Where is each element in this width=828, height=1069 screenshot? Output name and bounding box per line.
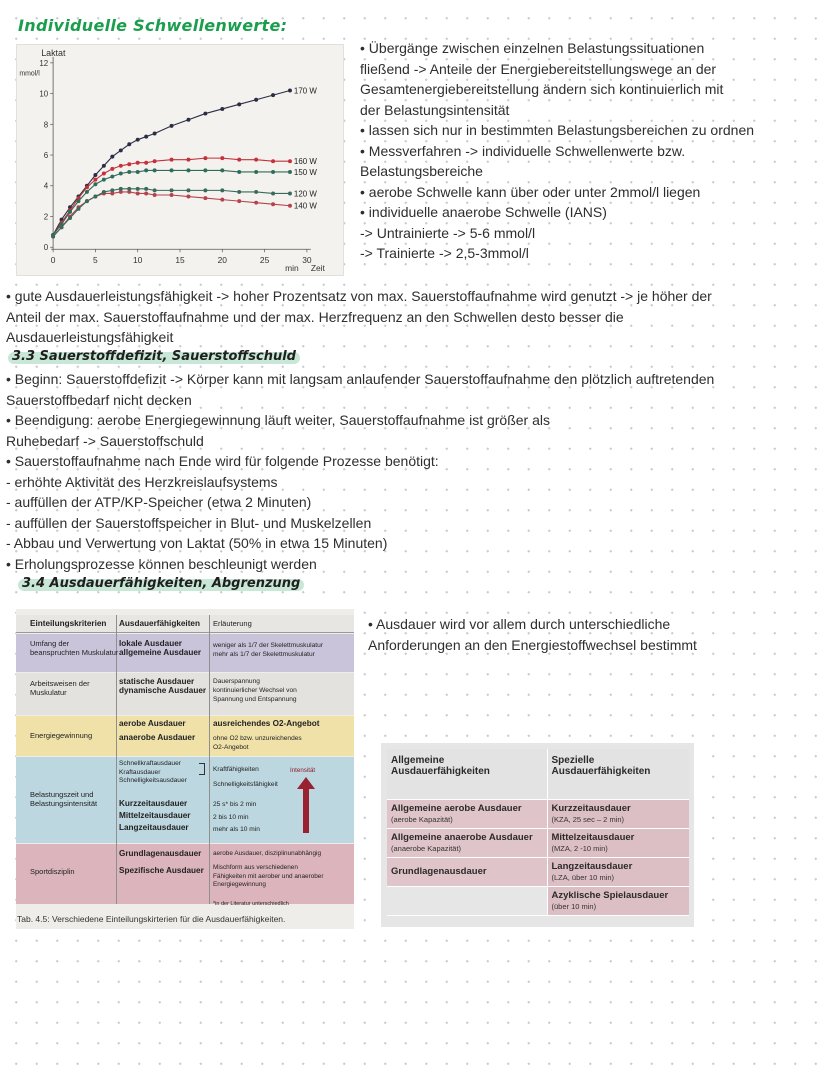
data-point: [68, 216, 72, 220]
y-tick-label: 12: [39, 58, 49, 68]
criterion-cell: [30, 790, 97, 808]
paragraph-line: Sauerstoffbedarf nicht decken: [6, 391, 192, 408]
data-point: [203, 188, 207, 192]
data-point: [170, 168, 174, 172]
data-point: [127, 170, 131, 174]
series-line: [53, 192, 290, 237]
cell-line: Spezifische Ausdauer: [119, 866, 204, 875]
endurance-note: [368, 614, 697, 655]
y-tick-label: 10: [39, 89, 49, 99]
y-axis-unit: mmol/l: [19, 70, 40, 78]
data-point: [60, 225, 64, 229]
cell-text: Azyklische Spielausdauer: [551, 889, 669, 901]
table-header-cell: [213, 619, 252, 628]
paragraph-line: Anforderungen an den Energiestoffwechsel bestimmt: [368, 636, 697, 653]
series-label: 170 W: [293, 86, 317, 96]
paragraph-line: Anteil der max. Sauerstoffaufnahme und der max. Herzfrequenz an den Schwellen desto besser die: [6, 308, 624, 325]
data-point: [119, 187, 123, 191]
data-point: [237, 158, 241, 162]
paragraph-line: - Abbau und Verwertung von Laktat (50% in etwa 15 Minuten): [6, 535, 388, 551]
data-point: [102, 190, 106, 194]
cell-subtext: (anaerobe Kapazität): [391, 843, 462, 853]
data-point: [203, 156, 207, 160]
threshold-line: der Belastungsintensität: [360, 101, 510, 118]
series-label: 160 W: [293, 157, 317, 167]
data-point: [170, 124, 174, 128]
data-point: [288, 204, 292, 208]
threshold-notes: [360, 38, 754, 264]
y-tick-label: 6: [43, 151, 49, 161]
cell-line: mehr als 1/7 der Skelettmuskulatur: [213, 651, 315, 658]
cell-line: Spannung und Entspannung: [213, 696, 297, 703]
data-point: [102, 164, 106, 168]
table-row: [387, 886, 689, 915]
paragraph-line: Ausdauerleistungsfähigkeit: [6, 329, 174, 345]
header-line: Allgemeine: [391, 755, 445, 766]
data-point: [153, 132, 157, 136]
data-point: [271, 159, 275, 163]
header-text: Erläuterung: [213, 619, 252, 628]
threshold-line: • lassen sich nur in bestimmten Belastungsbereichen zu ordnen: [360, 122, 755, 138]
data-point: [144, 187, 148, 191]
table-caption: Tab. 4.5: Verschiedene Einteilungskirterien für die Ausdauerfähigkeiten.: [17, 914, 286, 924]
table-header-cell: [547, 749, 689, 799]
column-divider: [209, 615, 210, 904]
data-point: [288, 191, 292, 195]
cell-line: beanspruchten Muskulatur: [30, 648, 119, 657]
y-tick-label: 4: [43, 181, 49, 191]
data-point: [186, 158, 190, 162]
heading-text: 3.4 Ausdauerfähigkeiten, Abgrenzung: [22, 576, 301, 591]
intensity-label: Intensität: [290, 767, 316, 774]
data-point: [119, 148, 123, 152]
cell-line: Muskulatur: [30, 688, 67, 697]
data-point: [237, 199, 241, 203]
series-label: 140 W: [293, 201, 317, 211]
cell-line: Grundlagenausdauer: [119, 849, 202, 858]
cell-line: Energiegewinnung: [213, 881, 266, 889]
x-tick-label: 15: [175, 255, 185, 266]
cell-line: Kurzzeitausdauer: [119, 799, 188, 808]
data-point: [93, 195, 97, 199]
ability-cell: [119, 760, 187, 786]
cell-line: weniger als 1/7 der Skelettmuskulatur: [213, 642, 323, 649]
cell-line: Schnellkraftausdauer: [119, 760, 181, 767]
threshold-line: • aerobe Schwelle kann über oder unter 2mmol/l liegen: [360, 183, 701, 200]
data-point: [203, 112, 207, 116]
paragraph-line: Ruhebedarf -> Sauerstoffschuld: [6, 432, 204, 449]
data-point: [237, 170, 241, 174]
threshold-line: -> Untrainierte -> 5-6 mmol/l: [360, 224, 536, 241]
y-tick-label: 0: [43, 243, 49, 253]
series-label: 120 W: [293, 189, 317, 199]
table-header-cell: [387, 749, 547, 799]
data-point: [288, 159, 292, 163]
threshold-line: -> Trainierte -> 2,5-3mmol/l: [360, 245, 529, 261]
data-point: [271, 202, 275, 206]
data-point: [186, 118, 190, 122]
data-point: [93, 173, 97, 177]
explanation-cell: [213, 765, 278, 789]
threshold-line: Gesamtenergiebereitstellung ändern sich kontinuierlich mit: [360, 81, 724, 97]
paragraph-line: • Beginn: Sauerstoffdefizit -> Körper kann mit langsam anlaufender Sauerstoffaufnahme den plötzlich auftretenden: [6, 371, 715, 387]
cell-line: Kraftfähigkeiten: [213, 766, 259, 773]
cell-line: Kraftausdauer: [119, 768, 161, 776]
data-point: [110, 167, 114, 171]
paragraph-line: - auffüllen der Sauerstoffspeicher in Blut- und Muskelzellen: [6, 514, 372, 531]
data-point: [85, 199, 89, 203]
data-point: [254, 201, 258, 205]
cell-line: Schnelligkeitsfähigkeit: [213, 781, 278, 788]
explanation-cell: [213, 719, 319, 752]
data-point: [220, 168, 224, 172]
page-title: Individuelle Schwellenwerte:: [18, 16, 288, 35]
table-cell: [547, 886, 689, 915]
table-cell: [547, 828, 689, 857]
data-point: [119, 164, 123, 168]
ability-cell: [119, 799, 190, 832]
y-tick-label: 8: [43, 120, 49, 130]
cell-line: lokale Ausdauer: [119, 639, 182, 648]
y-tick-label: 2: [43, 212, 49, 222]
header-line: Ausdauerfähigkeiten: [391, 766, 490, 777]
x-tick-label: 5: [93, 255, 98, 266]
data-point: [102, 178, 106, 182]
data-point: [144, 168, 148, 172]
data-point: [85, 190, 89, 194]
paragraph-line: • Sauerstoffaufnahme nach Ende wird für folgende Prozesse benötigt:: [6, 453, 439, 469]
cell-line: O2-Angebot: [213, 744, 249, 751]
cell-line: Mittelzeitausdauer: [119, 811, 191, 820]
paragraph-line: • Erholungsprozesse können beschleunigt werden: [6, 555, 317, 572]
data-point: [102, 172, 106, 176]
data-point: [110, 188, 114, 192]
table-cell: [387, 886, 547, 915]
table-footnote: *in der Literatur unterschiedlich: [213, 901, 289, 907]
cell-subtext: (KZA, 25 sec – 2 min): [551, 814, 625, 824]
cell-line: dynamische Ausdauer: [119, 686, 207, 695]
explanation-cell: [213, 641, 323, 659]
cell-line: mehr als 10 min: [213, 826, 260, 833]
endurance-criteria-table: [16, 609, 354, 929]
cell-line: Mischform aus verschiedenen: [213, 864, 298, 872]
cell-subtext: (aerobe Kapazität): [391, 814, 453, 824]
cell-line: allgemeine Ausdauer: [119, 648, 202, 657]
paragraph-line: • Beendigung: aerobe Energiegewinnung läuft weiter, Sauerstoffaufnahme ist größer als: [6, 412, 550, 428]
section-heading-3-3: [12, 349, 296, 364]
data-point: [119, 172, 123, 176]
cell-line: ohne O2 bzw. unzureichendes: [213, 735, 302, 742]
threshold-line: fließend -> Anteile der Energiebereitstellungswege an der: [360, 60, 717, 77]
series-label: 150 W: [293, 167, 317, 177]
cell-line: 2 bis 10 min: [213, 813, 249, 821]
data-point: [68, 210, 72, 214]
header-line: Ausdauerfähigkeiten: [551, 766, 651, 777]
cell-line: Belastungszeit und: [30, 790, 94, 799]
cell-line: Energiegewinnung: [30, 731, 93, 740]
data-point: [186, 188, 190, 192]
endurance-paragraph: [6, 286, 712, 348]
criterion-cell: [30, 731, 92, 740]
oxygen-debt-notes: [6, 369, 714, 574]
data-point: [186, 195, 190, 199]
data-point: [127, 162, 131, 166]
header-text: Einteilungskriterien: [30, 619, 107, 628]
data-point: [136, 138, 140, 142]
column-divider: [116, 615, 117, 904]
table-header-row: [387, 749, 689, 799]
cell-line: statische Ausdauer: [119, 677, 195, 686]
table-row: [387, 828, 689, 857]
cell-line: Belastungsintensität: [30, 799, 98, 808]
cell-line: kontinuierlicher Wechsel von: [213, 687, 297, 694]
data-point: [136, 161, 140, 165]
table-header-cell: [30, 619, 106, 628]
cell-subtext: (MZA, 2 -10 min): [551, 843, 608, 853]
table-cell: [547, 799, 689, 828]
data-point: [220, 107, 224, 111]
lactate-chart-svg: [17, 45, 343, 275]
cell-line: aerobe Ausdauer: [119, 719, 186, 728]
threshold-line: • Übergänge zwischen einzelnen Belastungssituationen: [360, 40, 705, 56]
cell-line: Umfang der: [30, 639, 70, 648]
data-point: [220, 198, 224, 202]
bracket-mark: [199, 763, 205, 775]
cell-line: Fähigkeiten mit aerober und anaerober: [213, 872, 324, 880]
cell-text: Kurzzeitausdauer: [551, 802, 631, 814]
data-point: [153, 159, 157, 163]
criterion-cell: [30, 679, 90, 697]
data-point: [254, 158, 258, 162]
data-point: [136, 170, 140, 174]
data-point: [153, 193, 157, 197]
data-point: [203, 196, 207, 200]
data-point: [271, 191, 275, 195]
data-point: [136, 191, 140, 195]
x-tick-label: 30: [302, 255, 312, 266]
lactate-chart: [16, 44, 344, 276]
data-point: [203, 168, 207, 172]
cell-line: Sportdisziplin: [30, 867, 75, 876]
data-point: [93, 182, 97, 186]
table-cell: [387, 828, 547, 857]
data-point: [153, 168, 157, 172]
x-tick-label: 20: [217, 255, 227, 266]
explanation-cell: [213, 800, 260, 834]
x-tick-label: 0: [50, 255, 56, 266]
data-point: [254, 98, 258, 102]
x-axis-label: Zeit: [310, 263, 325, 274]
ability-cell: [119, 719, 195, 742]
endurance-types-table: [381, 743, 694, 927]
data-point: [77, 199, 81, 203]
cell-line: 25 s* bis 2 min: [213, 801, 257, 808]
data-point: [288, 170, 292, 174]
cell-line: ausreichendes O2-Angebot: [213, 719, 320, 728]
data-point: [237, 102, 241, 106]
data-point: [170, 193, 174, 197]
intensity-arrow-icon: [296, 777, 316, 833]
data-point: [77, 207, 81, 211]
data-point: [170, 188, 174, 192]
x-tick-label: 25: [259, 255, 270, 266]
data-point: [144, 191, 148, 195]
data-point: [271, 93, 275, 97]
table-cell: [547, 857, 689, 886]
ability-cell: [119, 677, 206, 695]
header-text: Ausdauerfähigkeiten: [119, 619, 200, 628]
cell-line: Langzeitausdauer: [119, 823, 189, 832]
data-point: [136, 187, 140, 191]
cell-subtext: (LZA, über 10 min): [551, 872, 615, 882]
x-tick-label: 10: [133, 255, 143, 266]
threshold-line: • individuelle anaerobe Schwelle (IANS): [360, 204, 607, 220]
cell-text: Mittelzeitausdauer: [551, 831, 635, 843]
data-point: [110, 155, 114, 159]
table-row: [387, 857, 689, 886]
paragraph-line: • gute Ausdauerleistungsfähigkeit -> hoher Prozentsatz von max. Sauerstoffaufnahme wird genutzt -> je höher der: [6, 288, 712, 304]
data-point: [288, 89, 292, 93]
data-point: [127, 187, 131, 191]
data-point: [127, 142, 131, 146]
data-point: [186, 168, 190, 172]
x-axis-unit: min: [285, 263, 299, 274]
cell-text: Allgemeine aerobe Ausdauer: [391, 802, 522, 814]
data-point: [153, 188, 157, 192]
threshold-line: • Messverfahren -> individuelle Schwellenwerte bzw.: [360, 142, 686, 159]
table-cell: [387, 857, 547, 886]
data-point: [144, 161, 148, 165]
criterion-cell: [30, 639, 118, 657]
data-point: [110, 175, 114, 179]
threshold-line: Belastungsbereiche: [360, 163, 483, 179]
cell-subtext: (über 10 min): [551, 901, 597, 911]
endurance-types-grid: [387, 749, 689, 916]
cell-line: anaerobe Ausdauer: [119, 733, 196, 742]
data-point: [170, 158, 174, 162]
heading-text: 3.3 Sauerstoffdefizit, Sauerstoffschuld: [12, 349, 296, 364]
cell-line: Schnelligkeitsausdauer: [119, 777, 187, 784]
table-cell: [387, 799, 547, 828]
paragraph-line: - auffüllen der ATP/KP-Speicher (etwa 2 Minuten): [6, 494, 312, 510]
data-point: [220, 156, 224, 160]
paragraph-line: • Ausdauer wird vor allem durch unterschiedliche: [368, 616, 671, 632]
paragraph-line: - erhöhte Aktivität des Herzkreislaufsystems: [6, 473, 278, 490]
cell-line: aerobe Ausdauer, disziplinunabhängig: [213, 850, 322, 857]
section-heading-3-4: [22, 576, 300, 591]
cell-text: Allgemeine anaerobe Ausdauer: [391, 831, 533, 843]
series-line: [53, 91, 290, 235]
data-point: [254, 170, 258, 174]
cell-text: Grundlagenausdauer: [391, 865, 487, 877]
explanation-cell: [213, 850, 324, 890]
cell-line: Dauerspannung: [213, 678, 260, 685]
ability-cell: [119, 639, 201, 657]
data-point: [271, 170, 275, 174]
y-axis-label: Laktat: [41, 47, 66, 58]
data-point: [144, 135, 148, 139]
data-point: [85, 185, 89, 189]
data-point: [93, 178, 97, 182]
ability-cell: [119, 849, 204, 875]
table-row: [387, 799, 689, 828]
explanation-cell: [213, 677, 297, 704]
data-point: [220, 188, 224, 192]
table-header-cell: [119, 619, 200, 628]
cell-line: Arbeitsweisen der: [30, 679, 90, 688]
cell-text: Langzeitausdauer: [551, 860, 633, 872]
header-line: Spezielle: [551, 755, 595, 766]
data-point: [237, 190, 241, 194]
data-point: [51, 235, 55, 239]
criterion-cell: [30, 867, 75, 876]
data-point: [254, 190, 258, 194]
